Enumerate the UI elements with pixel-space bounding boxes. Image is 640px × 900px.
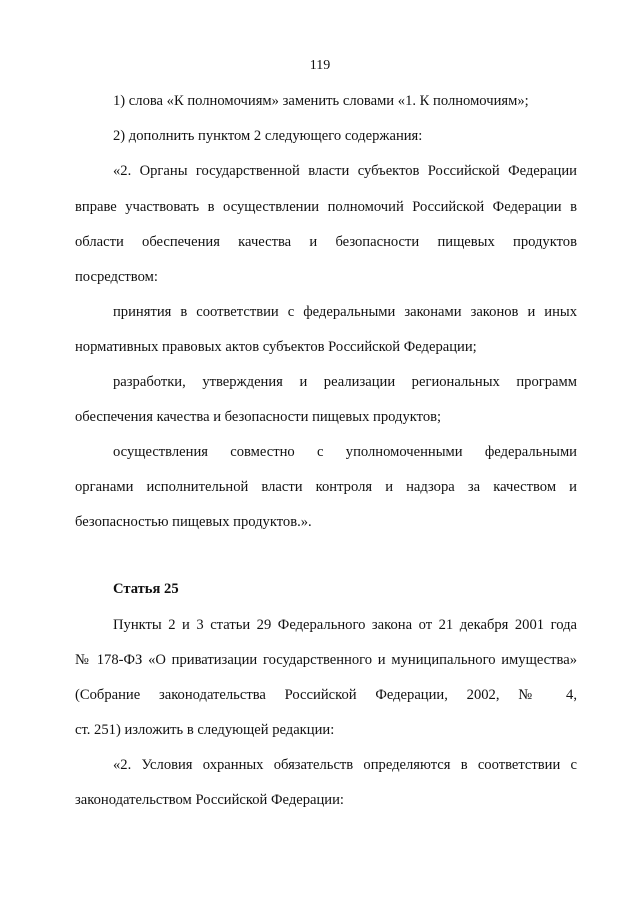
text-line: нормативных правовых актов субъектов Российской Федерации;: [75, 339, 477, 355]
text-line: ст. 251) изложить в следующей редакции:: [75, 722, 335, 738]
text-line: законодательством Российской Федерации:: [75, 792, 344, 808]
text-line: 1) слова «К полномочиям» заменить словами «1. К полномочиям»;: [113, 93, 529, 109]
text-line: Пункты 2 и 3 статьи 29 Федерального закона от 21 декабря 2001 года: [113, 617, 577, 633]
text-line: органами исполнительной власти контроля и надзора за качеством и: [75, 479, 577, 495]
text-line: № 178-ФЗ «О приватизации государственного и муниципального имущества»: [75, 652, 577, 668]
text-line: безопасностью пищевых продуктов.».: [75, 514, 312, 530]
text-line: посредством:: [75, 269, 158, 285]
text-line: «2. Условия охранных обязательств определяются в соответствии с: [113, 757, 577, 773]
text-line: обеспечения качества и безопасности пищевых продуктов;: [75, 409, 442, 425]
text-line: (Собрание законодательства Российской Федерации, 2002, № 4,: [75, 687, 577, 703]
article-heading: Статья 25: [113, 581, 179, 597]
text-line: осуществления совместно с уполномоченными федеральными: [113, 444, 577, 460]
text-line: области обеспечения качества и безопасности пищевых продуктов: [75, 234, 577, 250]
text-line: вправе участвовать в осуществлении полномочий Российской Федерации в: [75, 199, 577, 215]
text-line: «2. Органы государственной власти субъектов Российской Федерации: [113, 163, 577, 179]
text-line: 2) дополнить пунктом 2 следующего содержания:: [113, 128, 423, 144]
text-line: разработки, утверждения и реализации региональных программ: [113, 374, 577, 390]
page-number: 119: [309, 58, 331, 73]
text-line: принятия в соответствии с федеральными законами законов и иных: [113, 304, 577, 320]
